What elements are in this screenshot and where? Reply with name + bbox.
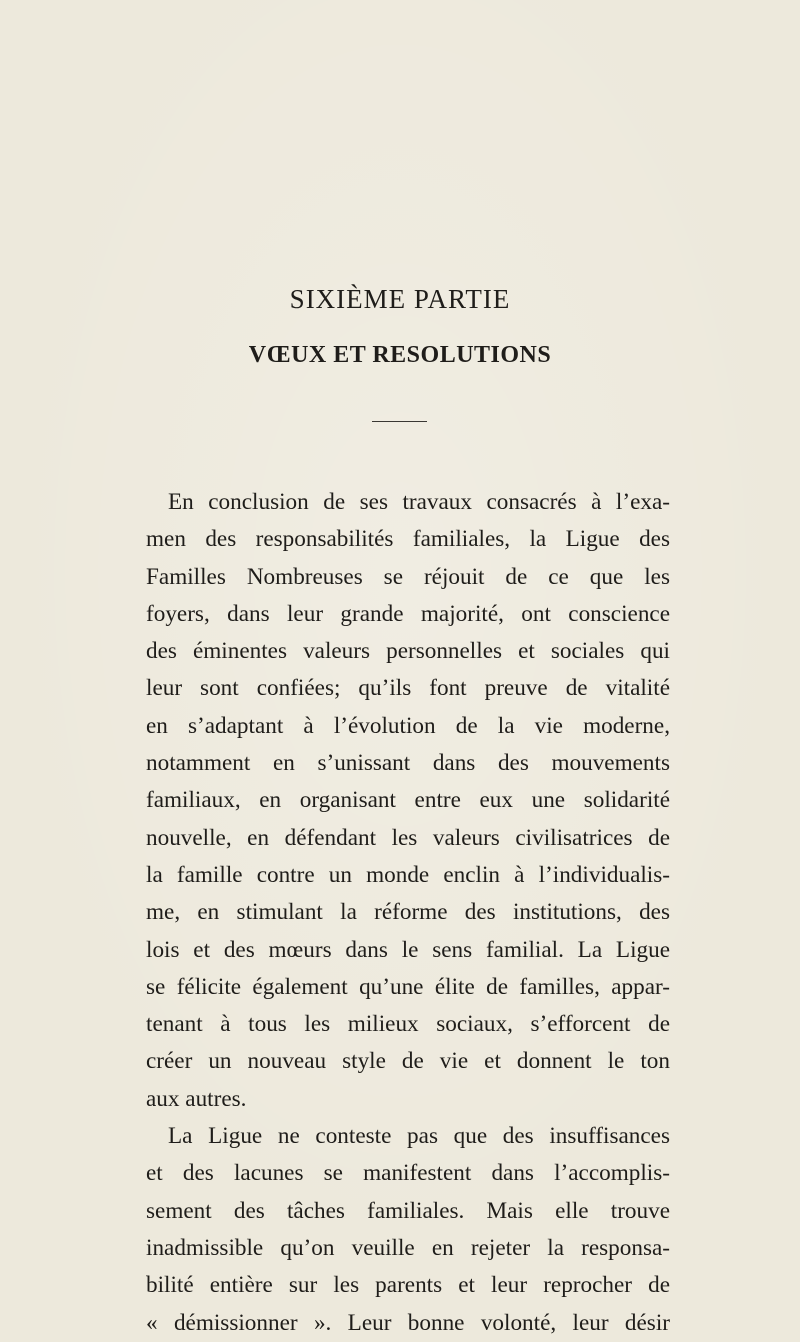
part-title: SIXIÈME PARTIE — [289, 284, 511, 314]
divider-rule — [372, 421, 427, 422]
text-line: la famille contre un monde enclin à l’individualis- — [146, 861, 670, 888]
text-line: foyers, dans leur grande majorité, ont conscience — [146, 600, 670, 627]
body-text — [146, 484, 670, 1342]
text-line: créer un nouveau style de vie et donnent le ton — [146, 1048, 670, 1075]
text-line: nouvelle, en défendant les valeurs civilisatrices de — [146, 824, 670, 851]
text-line: « démissionner ». Leur bonne volonté, leur désir — [146, 1309, 670, 1336]
text-line: des éminentes valeurs personnelles et sociales qui — [146, 638, 670, 665]
text-line: en s’adaptant à l’évolution de la vie moderne, — [146, 712, 670, 739]
text-line: La Ligue ne conteste pas que des insuffisances — [168, 1123, 670, 1150]
text-line: notamment en s’unissant dans des mouvements — [146, 750, 670, 777]
text-line: et des lacunes se manifestent dans l’accomplis- — [146, 1160, 670, 1187]
text-line: familiaux, en organisant entre eux une solidarité — [146, 787, 670, 814]
text-line: leur sont confiées; qu’ils font preuve de vitalité — [146, 675, 670, 702]
text-line: lois et des mœurs dans le sens familial. La Ligue — [146, 936, 670, 963]
section-title: VŒUX ET RESOLUTIONS — [248, 342, 552, 368]
text-line: bilité entière sur les parents et leur reprocher de — [146, 1272, 670, 1299]
paragraph-insufficiencies — [146, 1118, 670, 1342]
text-line: tenant à tous les milieux sociaux, s’efforcent de — [146, 1011, 670, 1038]
text-line: men des responsabilités familiales, la Ligue des — [146, 526, 670, 553]
text-line: inadmissible qu’on veuille en rejeter la responsa- — [146, 1234, 670, 1261]
paragraph-conclusion — [146, 484, 670, 1118]
text-line: se félicite également qu’une élite de familles, appar- — [146, 973, 670, 1000]
text-line: Familles Nombreuses se réjouit de ce que les — [146, 563, 670, 590]
text-line: sement des tâches familiales. Mais elle trouve — [146, 1197, 670, 1224]
text-line: me, en stimulant la réforme des institutions, des — [146, 899, 670, 926]
text-line: En conclusion de ses travaux consacrés à l’exa- — [168, 489, 670, 515]
text-line: aux autres. — [146, 1085, 247, 1112]
